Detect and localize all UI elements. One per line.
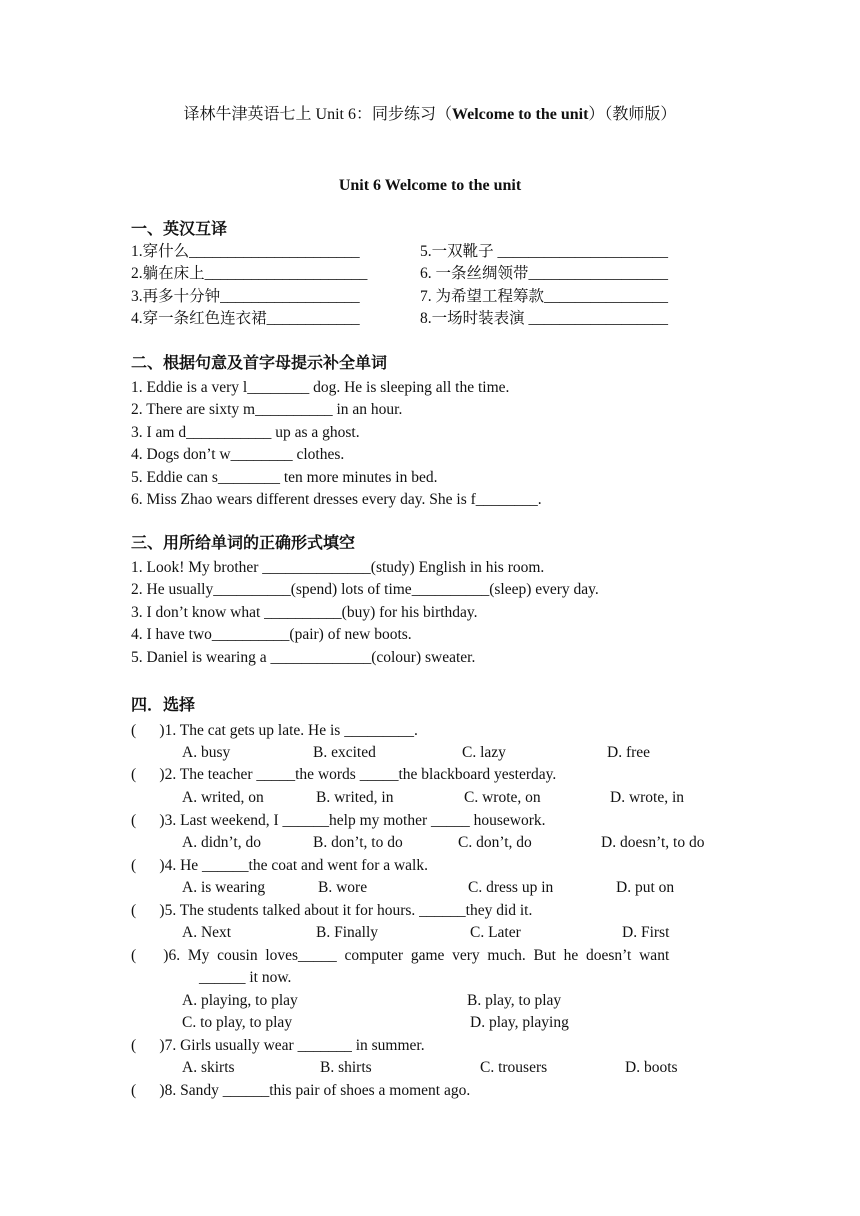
s1-item-3: 3.再多十分钟__________________ (131, 288, 360, 305)
q2-stem: ( )2. The teacher _____the words _____the blackboard yesterday. (131, 766, 557, 783)
q4-option-b: B. wore (318, 879, 368, 896)
q6-stem-continued: ______ it now. (199, 969, 292, 986)
q3-option-d: D. doesn’t, to do (601, 834, 705, 851)
q5-stem: ( )5. The students talked about it for hours. ______they did it. (131, 902, 533, 919)
header-suffix: ）（教师版） (588, 106, 677, 123)
q5-option-c: C. Later (470, 924, 521, 941)
s3-item-4: 4. I have two__________(pair) of new boots. (131, 626, 412, 643)
q6-option-a: A. playing, to play (182, 992, 298, 1009)
s1-item-5: 5.一双靴子 ______________________ (420, 243, 669, 260)
q7-option-d: D. boots (625, 1059, 678, 1076)
q2-option-d: D. wrote, in (610, 789, 685, 806)
q6-stem: ( )6. My cousin loves_____ computer game very much. But he doesn’t want (131, 947, 670, 964)
header-prefix: 译林牛津英语七上 Unit 6：同步练习（ (183, 106, 452, 123)
q1-option-a: A. busy (182, 744, 231, 761)
q4-stem: ( )4. He ______the coat and went for a walk. (131, 857, 428, 874)
q1-option-c: C. lazy (462, 744, 506, 761)
s3-item-3: 3. I don’t know what __________(buy) for his birthday. (131, 604, 478, 621)
q2-option-c: C. wrote, on (464, 789, 541, 806)
q8-stem: ( )8. Sandy ______this pair of shoes a moment ago. (131, 1082, 471, 1099)
s3-item-2: 2. He usually__________(spend) lots of time__________(sleep) every day. (131, 581, 599, 598)
s1-item-1: 1.穿什么______________________ (131, 243, 360, 260)
q3-option-a: A. didn’t, do (182, 834, 261, 851)
section1-heading: 一、英汉互译 (131, 221, 228, 238)
s2-item-3: 3. I am d___________ up as a ghost. (131, 424, 360, 441)
q4-option-a: A. is wearing (182, 879, 266, 896)
q4-option-c: C. dress up in (468, 879, 554, 896)
document-title: Unit 6 Welcome to the unit (338, 177, 522, 194)
q3-stem: ( )3. Last weekend, I ______help my mother _____ housework. (131, 812, 546, 829)
q6-option-c: C. to play, to play (182, 1014, 293, 1031)
s1-item-6: 6. 一条丝绸领带__________________ (420, 265, 669, 282)
s1-item-2: 2.躺在床上_____________________ (131, 265, 368, 282)
section3-heading: 三、用所给单词的正确形式填空 (131, 535, 356, 552)
s2-item-1: 1. Eddie is a very l________ dog. He is sleeping all the time. (131, 379, 510, 396)
worksheet-header (0, 105, 860, 125)
s3-item-1: 1. Look! My brother ______________(study) English in his room. (131, 559, 545, 576)
s3-item-5: 5. Daniel is wearing a _____________(colour) sweater. (131, 649, 476, 666)
q3-option-c: C. don’t, do (458, 834, 532, 851)
q1-stem: ( )1. The cat gets up late. He is _________. (131, 722, 418, 739)
s1-item-8: 8.一场时装表演 __________________ (420, 310, 669, 327)
q3-option-b: B. don’t, to do (313, 834, 403, 851)
q7-option-c: C. trousers (480, 1059, 548, 1076)
q1-option-d: D. free (607, 744, 651, 761)
q4-option-d: D. put on (616, 879, 675, 896)
q7-stem: ( )7. Girls usually wear _______ in summer. (131, 1037, 425, 1054)
s2-item-4: 4. Dogs don’t w________ clothes. (131, 446, 345, 463)
q2-option-b: B. writed, in (316, 789, 394, 806)
q5-option-d: D. First (622, 924, 670, 941)
s2-item-5: 5. Eddie can s________ ten more minutes in bed. (131, 469, 438, 486)
q1-option-b: B. excited (313, 744, 376, 761)
header-bold: Welcome to the unit (452, 106, 589, 123)
s1-item-4: 4.穿一条红色连衣裙____________ (131, 310, 360, 327)
s2-item-2: 2. There are sixty m__________ in an hour. (131, 401, 403, 418)
q5-option-a: A. Next (182, 924, 232, 941)
q2-option-a: A. writed, on (182, 789, 264, 806)
q7-option-a: A. skirts (182, 1059, 235, 1076)
section4-heading: 四．选择 (131, 697, 196, 714)
s2-item-6: 6. Miss Zhao wears different dresses every day. She is f________. (131, 491, 542, 508)
q6-option-d: D. play, playing (470, 1014, 569, 1031)
s1-item-7: 7. 为希望工程筹款________________ (420, 288, 669, 305)
section2-heading: 二、根据句意及首字母提示补全单词 (131, 355, 388, 372)
q7-option-b: B. shirts (320, 1059, 372, 1076)
q6-option-b: B. play, to play (467, 992, 562, 1009)
q5-option-b: B. Finally (316, 924, 379, 941)
